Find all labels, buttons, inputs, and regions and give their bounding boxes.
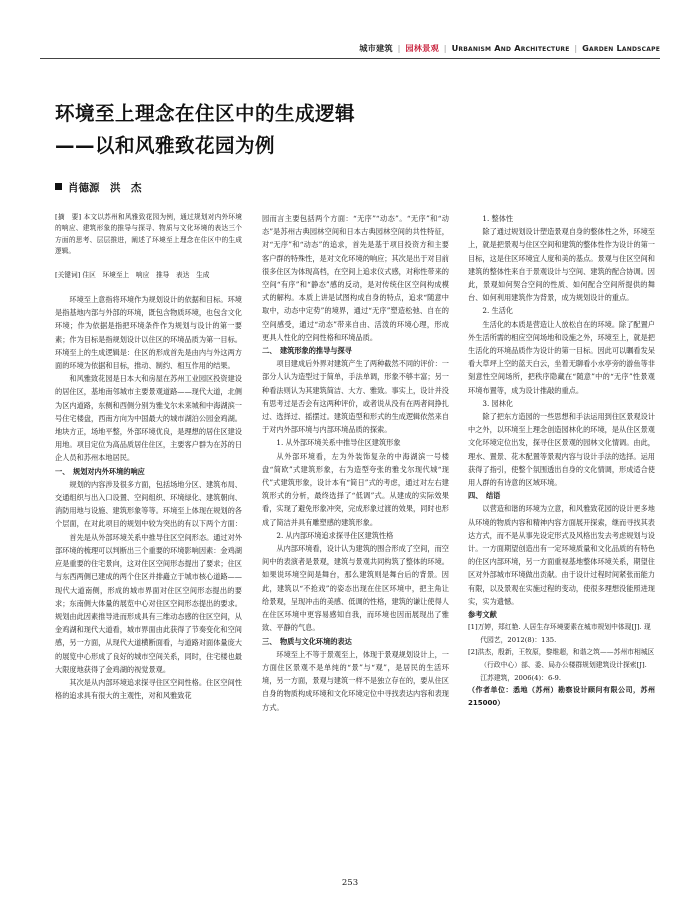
subsection-heading: 1. 整体性 <box>482 214 514 223</box>
header-rule <box>40 58 660 59</box>
paragraph: 首先是从外部环境关系中推导住区空间形态。通过对外部环境的梳理可以判断出三个重要的环境影响因素：金鸡湖应是重要的住宅景向，这对住区空间形态提出了要求；住区与东西两侧已建成的两个住区并排矗立于城市核心道路——现代大道南侧，形成的城市界面对住区空间形态提出的要求；东南侧大体量的展览中心对住区空间形态提出的要求。规划由此因素推导进而形成具有三维动态感的住区空间，从金鸡湖和现代大道看，城市界面由此获得了节奏变化和空间感，另一方面，从现代大道横断面看，与道路对面体量庞大的展览中心形成了良好的城市空间关系，同时，住宅楼也最大限度地获得了金鸡湖的视觉景观。 <box>55 532 242 674</box>
paragraph: 其次是从内部环境追求探寻住区空间性格。住区空间性格的追求具有很大的主观性，对和风雅致花 <box>55 677 242 701</box>
keywords-text: 住区 环境至上 响应 推导 表达 生成 <box>82 270 210 279</box>
column-3 <box>468 212 662 710</box>
paragraph: 生活化的本质是营造让人放松自在的环境。除了配置户外生活所需的相应空间场地和设施之外，环境至上，就是把生活化的环境品质作为设计的第一目标。因此可以瞩看发呆看大草坪上空的蓝天白云，坐着无聊看小水亭旁的游鱼等非刻意性空间场所，把秩序隐藏在“随意”中的“无序”性景观环境布置等，成为设计推敲的重点。 <box>468 319 655 395</box>
abstract-text: 本文以苏州和风雅致花园为例，通过规划对内外环境的响应、建筑形象的推导与探寻、物质与文化环境的表达三个方面的思考、层层推进，阐述了环境至上理念在住区中的生成逻辑。 <box>55 213 242 256</box>
square-bullet-icon <box>55 183 62 190</box>
paragraph: 环境至上意指将环境作为规划设计的依据和目标。环境是指基地内部与外部的环境，既包含物质环境，也包含文化环境；作为依据是指把环境条件作为规划与设计的第一要素；作为目标是指规划设计以住区的环境品质为第一目标。环境至上的生成逻辑是：住区的形成首先是由内与外这两方面的环境为依据和目标，推动、制约、相互作用的结果。 <box>55 295 242 371</box>
authors: 肖德源 洪 杰 <box>68 182 142 194</box>
header-english-sub: Garden Landscape <box>582 43 660 53</box>
paragraph: 以营造和谐的环境为立意，和风雅致花园的设计更多地从环境的物质内容和精神内容方面展开探索，继而寻找其表达方式，而不是从事先设定形式及风格出发去考虑规划与设计。一方面期望创造出有一定环境质量和文化品质的有特色的住区内部环境，另一方面重视基地整体环境关系，期望住区对外部城市环境做出贡献。由于设计过程时间紧张而能力有限，以及景观在实施过程的变动，使很多理想没能照进现实，实为遗憾。 <box>468 504 655 606</box>
subsection-heading: 1. 从外部环境关系中推导住区建筑形象 <box>276 438 401 448</box>
keywords <box>55 270 242 281</box>
running-header <box>359 43 660 54</box>
header-subsection: 园林景观 <box>405 43 439 53</box>
header-divider: | <box>397 43 401 53</box>
article-title: 环境至上理念在住区中的生成逻辑 <box>55 102 356 125</box>
header-divider: | <box>574 43 578 53</box>
section-heading: 四、 结语 <box>468 491 501 501</box>
paragraph: 和风雅致花园是日本大和房屋在苏州工业园区投资建设的居住区，基地南邻城市主要景观道路——现代大道，北侧为区内道路，东侧和西侧分别为雅戈尔未来城和中海湖滨一号住宅楼盘，西南方向为中国最大的城市湖泊公园金鸡湖。地块方正，场地平整，外部环境优良，是理想的居住区建设用地。项目定位为高品质居住住区，主要客户群为在苏的日企人员和苏州本地居民。 <box>55 374 242 463</box>
paragraph: 除了通过规划设计塑造景观自身的整体性之外，环境至上，就是把景观与住区空间和建筑的整体性作为设计的第一目标，这是住区环境宜人度和美的基点。景观与住区空间和建筑的整体性来自于景观设计与空间、建筑的配合协调。因此，景观如何契合空间的性质、如何配合空间所提供的舞台、如何利用建筑作为背景，成为规划设计的重点。 <box>468 227 655 303</box>
reference-item: [2]洪杰，殷新，王牧原，黎维超，和谐之筑——苏州市相城区（行政中心）部、委、局办公楼群规划建筑设计探索[J]. 江苏建筑，2006(4)：6-9. <box>468 648 655 682</box>
references-heading: 参考文献 <box>468 610 497 620</box>
paragraph: 环境至上不等于景观至上，体现于景观规划设计上，一方面住区景观不是单纯的“景”与“观”，是居民的生活环境，另一方面，景观与建筑一样不是独立存在的，要从住区自身的物质构成环境和文化环境定位中寻找表达内容和表现方式。 <box>262 649 449 712</box>
page-number: 253 <box>341 878 359 888</box>
author-line <box>55 180 142 195</box>
paragraph: 园而言主要包括两个方面：“无序”“动态”。“无序”和“动态”是苏州古典园林空间和日本古典园林空间的共性特征，对“无序”和“动态”的追求，首先是基于项目投资方和主要客户群的特殊性，是对文化环境的响应；其次是出于对目前很多住区为体现高档，在空间上追求仪式感，对称性带来的空间“有序”和“静态”感的反动，是对传统住区空间构成模式的解构。本质上讲是试图构成自身的特点，追求“随意中取中，动态中定势”的境界，通过“无序”塑造松弛、自在的空间感受，通过“动态”带来自由、活泼的环境心理，形成更具人性化的空间性格和环境品质。 <box>262 214 449 342</box>
reference-item: [1]万婷，郑红艳. 人居生存环境要素在城市规划中体现[J]. 现代园艺，2012(8)：135. <box>468 623 651 644</box>
header-section: 城市建筑 <box>359 43 393 53</box>
section-heading: 二、 建筑形象的推导与探寻 <box>262 346 352 356</box>
subsection-heading: 2. 从内部环境追求探寻住区建筑性格 <box>276 530 394 540</box>
header-divider: | <box>443 43 447 53</box>
article-subtitle: ——以和风雅致花园为例 <box>55 134 276 157</box>
abstract-label: [摘 要] <box>55 213 82 221</box>
paragraph: 规划的内容涉及很多方面，包括场地分区、建筑布局、交通组织与出入口设置、空间组织、环境绿化、建筑朝向、消防用地与设施、建筑形象等等。环境至上体现在规划的各个层面，在对此项目的规划中较为突出的有以下两个方面： <box>55 479 242 529</box>
paragraph: 项目建成后外界对建筑产生了两种截然不同的评价：一部分人认为造型过于简单，手法单调，形象不够丰富；另一种看法则认为其建筑简洁、大方、雅致。事实上，设计并没有思考过是否会有这两种评价，或者说从没有在两者间挣扎过、选择过、摇摆过。建筑造型和形式的生成逻辑依然来自于对内外部环境与内部环境品质的探索。 <box>262 359 449 435</box>
header-english: Urbanism And Architecture <box>451 43 570 53</box>
subsection-heading: 3. 园林化 <box>482 398 514 408</box>
abstract <box>55 212 242 258</box>
keywords-label: [关键词] <box>55 270 81 279</box>
paragraph: 除了把东方造园的一些思想和手法运用到住区景观设计中之外，以环境至上理念创造园林化的环境，是从住区景观文化环境定位出发，探寻住区景观的园林文化情调。由此，理水、置景、花木配置等景观内容与设计手法的选择。运用获得了指引，使整个氛围透出自身的文化情调，形成适合使用人群的有诗意的区域环境。 <box>468 412 655 488</box>
column-2 <box>262 212 449 714</box>
subsection-heading: 2. 生活化 <box>482 306 514 316</box>
author-affiliation: （作者单位：悉地（苏州）勘察设计顾问有限公司，苏州 215000） <box>468 686 662 708</box>
section-heading: 一、 规划对内外环境的响应 <box>55 466 145 476</box>
paragraph: 从外部环境看，左为外装饰复杂的中海湖滨一号楼盘“简欧”式建筑形象，右为造型夸张的雅戈尔现代城“现代”式建筑形象，设计本有“简日”式的考虑，通过对左右建筑形式的分析，最终选择了“低调”式。从建成的实际效果看，实现了避免形象冲突，完成形象过渡的效果，同时也形成了简洁并具有雕塑感的建筑形象。 <box>262 451 449 527</box>
paragraph: 从内部环境看，设计认为建筑的围合形成了空间，而空间中的表演者是景观，建筑与景观共同构筑了整体的环境。如果说环境空间是舞台，那么建筑则是舞台后的背景。因此，建筑以“不抢戏”的姿态出现在住区环境中，把主角让给景观，呈现冲击的美感、低调的性格，建筑的谦让使得人在住区环境中更容易感知自我，而环境也因而展现出了雅致、平静的气息。 <box>262 544 449 633</box>
column-1 <box>55 212 242 702</box>
section-heading: 三、 物质与文化环境的表达 <box>262 636 352 646</box>
